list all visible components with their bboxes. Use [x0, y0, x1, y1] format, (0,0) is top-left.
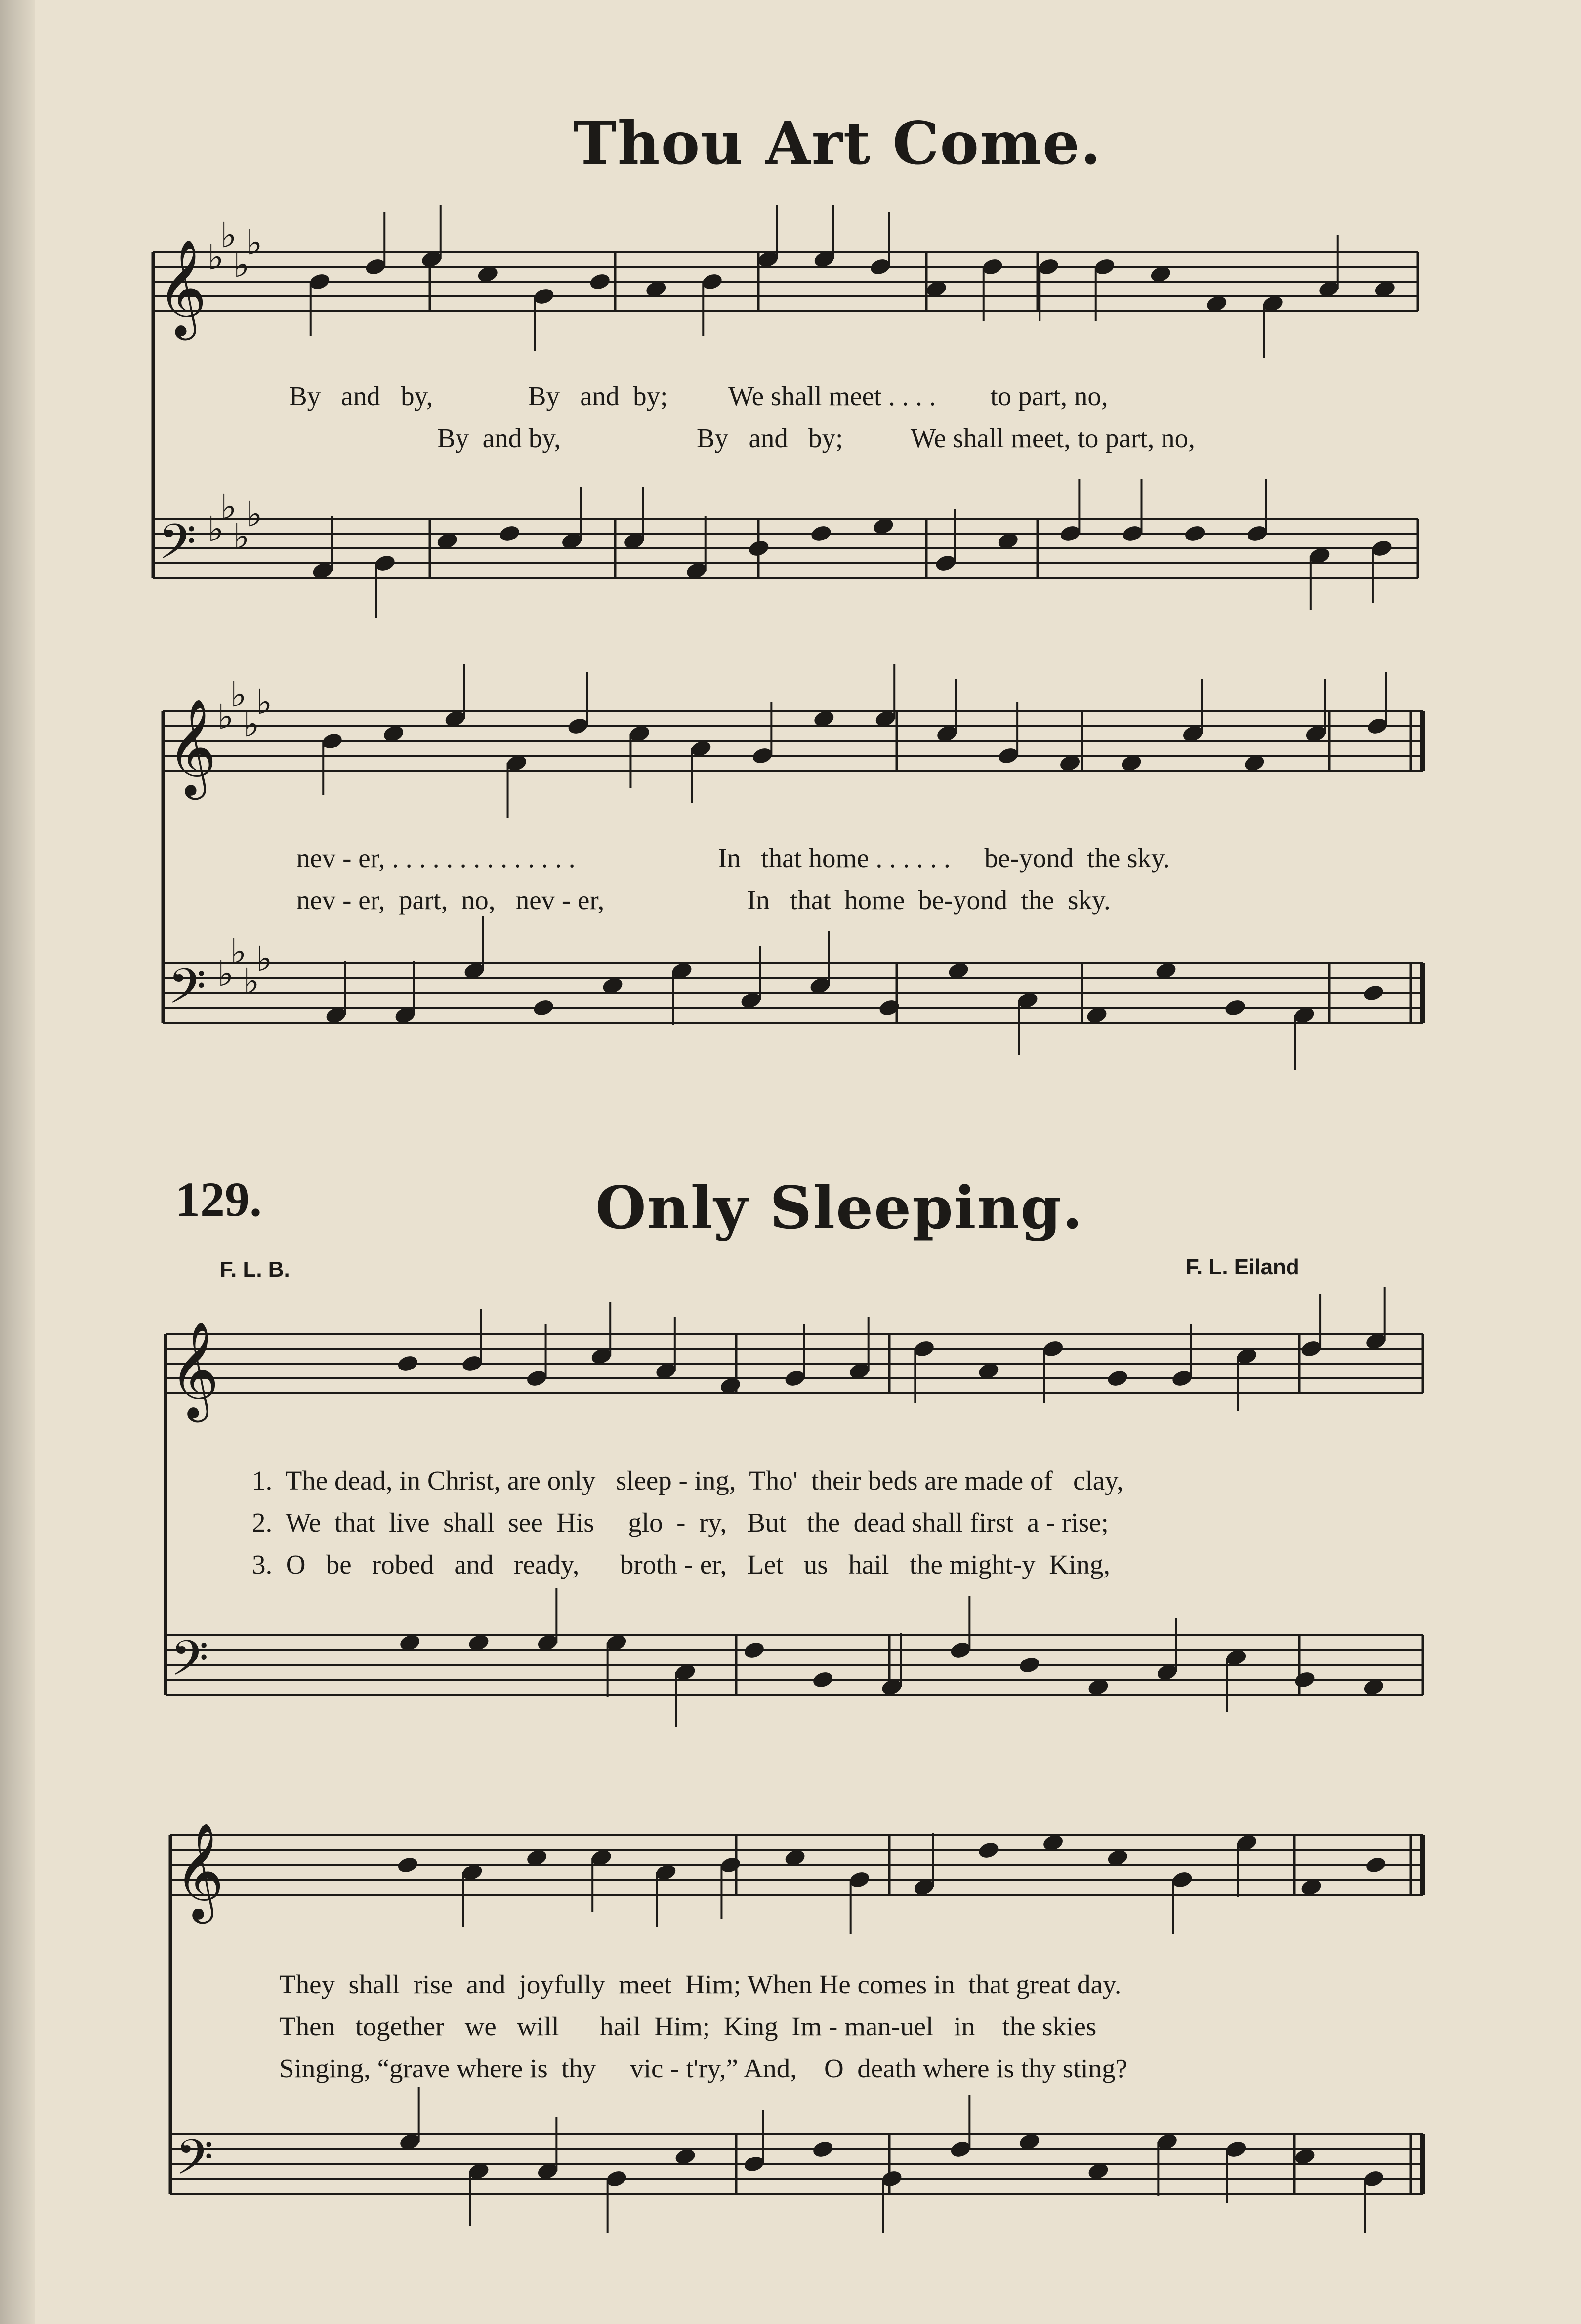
flat-sign: ♭ — [233, 245, 250, 285]
flat-sign: ♭ — [220, 215, 237, 255]
note — [809, 524, 832, 543]
note — [1293, 1670, 1316, 1690]
lyric-line: By and by, By and by; We shall meet, to part, no, — [437, 423, 1195, 453]
note — [1364, 1855, 1387, 1875]
treble-clef: 𝄞 — [167, 698, 217, 796]
bass-clef: 𝄢 — [175, 2129, 214, 2198]
note — [977, 1840, 1000, 1860]
flat-sign: ♭ — [217, 697, 234, 737]
note — [1183, 524, 1207, 543]
note — [1223, 998, 1247, 1018]
flat-sign: ♭ — [243, 961, 260, 1001]
treble-clef: 𝄞 — [169, 1321, 219, 1418]
flat-sign: ♭ — [220, 487, 237, 527]
lyric-line: By and by, By and by; We shall meet . . . . to part, no, — [289, 381, 1108, 411]
hymn-number: 129. — [175, 1172, 262, 1227]
note — [743, 1640, 766, 1660]
flat-sign: ♭ — [256, 939, 273, 979]
lyric-line: Then together we will hail Him; King Im - man-uel in the skies — [279, 2011, 1097, 2041]
note — [811, 1670, 834, 1690]
treble-clef: 𝄞 — [174, 1822, 224, 1920]
lyric-line: nev - er, . . . . . . . . . . . . . . In that home . . . . . . be-yond the sky. — [296, 843, 1170, 873]
bass-clef: 𝄢 — [158, 514, 197, 582]
bass-clef: 𝄢 — [168, 958, 207, 1027]
bass-clef: 𝄢 — [170, 1630, 209, 1699]
note — [396, 1855, 419, 1875]
note — [396, 1354, 419, 1373]
note — [498, 524, 521, 543]
note — [532, 998, 555, 1018]
flat-sign: ♭ — [230, 674, 247, 715]
note — [1362, 983, 1385, 1003]
composer-credit: F. L. Eiland — [1186, 1255, 1299, 1279]
flat-sign: ♭ — [208, 509, 224, 549]
flat-sign: ♭ — [233, 516, 250, 557]
lyric-line: Singing, “grave where is thy vic - t'ry,” And, O death where is thy sting? — [279, 2053, 1128, 2083]
lyric-line: 2. We that live shall see His glo - ry, But the dead shall first a - rise; — [252, 1507, 1109, 1537]
lyric-line: 1. The dead, in Christ, are only sleep - ing, Tho' their beds are made of clay, — [252, 1465, 1123, 1495]
song-title-2: Only Sleeping. — [595, 1173, 1083, 1242]
author-credit: F. L. B. — [220, 1257, 290, 1282]
note — [588, 272, 612, 291]
lyric-line: 3. O be robed and ready, broth - er, Let us hail the might-y King, — [252, 1549, 1111, 1579]
note — [1018, 1655, 1041, 1675]
flat-sign: ♭ — [246, 222, 263, 263]
note — [811, 2139, 834, 2159]
flat-sign: ♭ — [230, 931, 247, 972]
flat-sign: ♭ — [243, 704, 260, 745]
lyric-line: They shall rise and joyfully meet Him; When He comes in that great day. — [279, 1969, 1122, 1999]
flat-sign: ♭ — [256, 682, 273, 722]
flat-sign: ♭ — [208, 237, 224, 278]
treble-clef: 𝄞 — [157, 239, 207, 336]
song-title: Thou Art Come. — [573, 109, 1102, 177]
lyric-line: nev - er, part, no, nev - er, In that home be-yond the sky. — [296, 885, 1111, 915]
flat-sign: ♭ — [246, 494, 263, 535]
note — [1106, 1369, 1129, 1388]
flat-sign: ♭ — [217, 954, 234, 994]
